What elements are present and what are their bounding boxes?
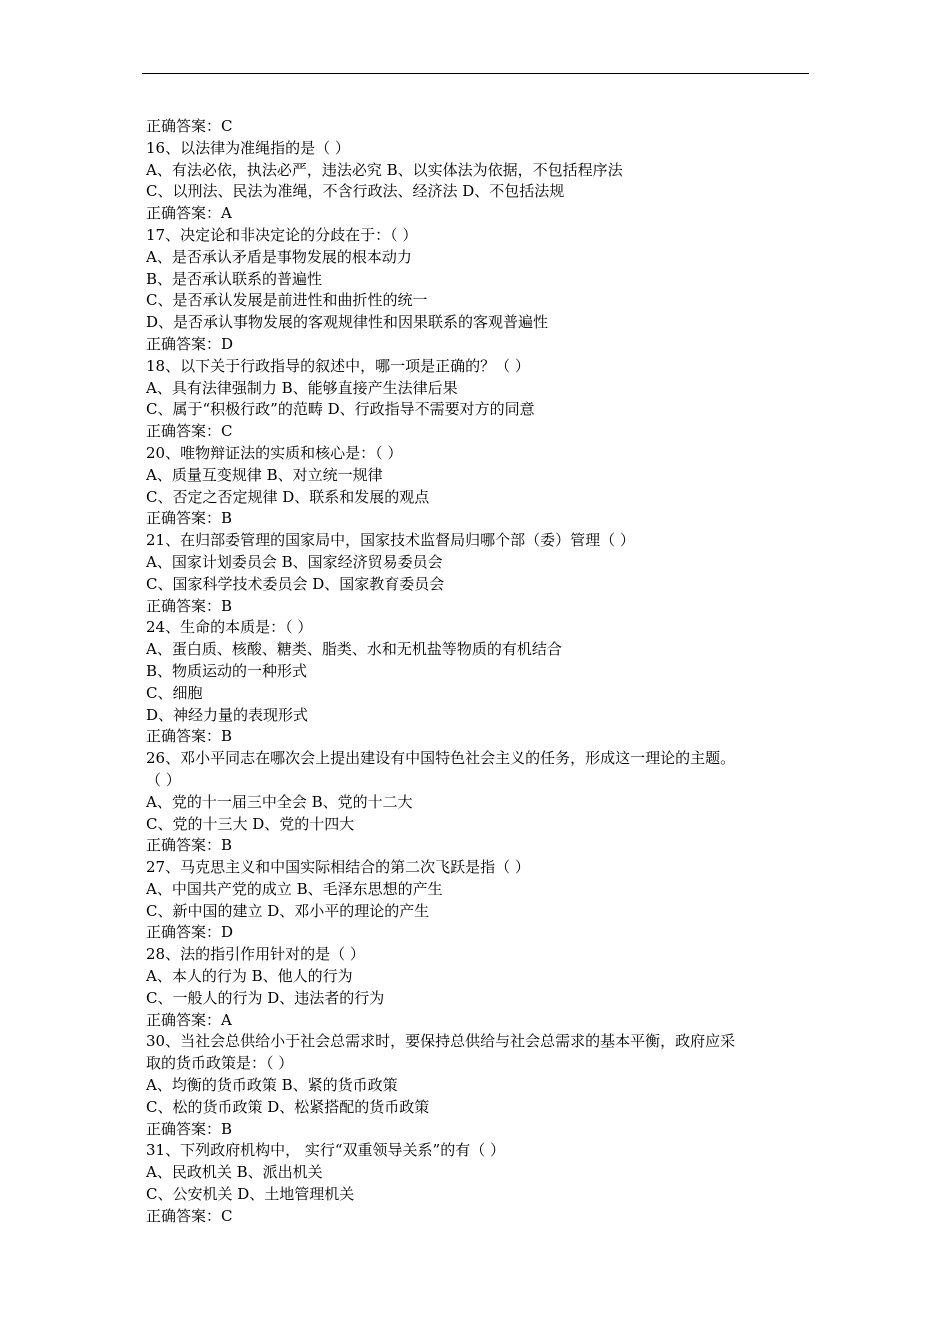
answer-line: 正确答案：D: [146, 334, 234, 353]
options-line: C、国家科学技术委员会 D、国家教育委员会: [146, 574, 445, 593]
options-line: A、均衡的货币政策 B、紧的货币政策: [146, 1076, 398, 1095]
question-26-continuation: （ ）: [146, 770, 181, 789]
options-line: A、具有法律强制力 B、能够直接产生法律后果: [146, 378, 458, 397]
options-line: A、民政机关 B、派出机关: [146, 1163, 323, 1182]
answer-line: 正确答案：B: [146, 727, 233, 746]
options-line: A、党的十一届三中全会 B、党的十二大: [146, 792, 413, 811]
question-16: 16、以法律为准绳指的是（ ）: [146, 138, 350, 157]
question-20: 20、唯物辩证法的实质和核心是：（ ）: [146, 443, 403, 462]
options-line: C、否定之否定规律 D、联系和发展的观点: [146, 487, 430, 506]
options-line: C、党的十三大 D、党的十四大: [146, 814, 355, 833]
options-line: A、有法必依，执法必严，违法必究 B、以实体法为依据，不包括程序法: [146, 160, 623, 179]
option-line: A、是否承认矛盾是事物发展的根本动力: [146, 247, 412, 266]
options-line: C、松的货币政策 D、松紧搭配的货币政策: [146, 1097, 430, 1116]
option-line: B、是否承认联系的普遍性: [146, 269, 323, 288]
options-line: A、国家计划委员会 B、国家经济贸易委员会: [146, 552, 443, 571]
options-line: C、以刑法、民法为准绳，不含行政法、经济法 D、不包括法规: [146, 182, 565, 201]
answer-line: 正确答案：B: [146, 509, 233, 528]
header-rule: [142, 73, 809, 74]
answer-line: 正确答案：B: [146, 596, 233, 615]
question-27: 27、马克思主义和中国实际相结合的第二次飞跃是指（ ）: [146, 858, 530, 877]
question-18: 18、以下关于行政指导的叙述中，哪一项是正确的？（ ）: [146, 356, 530, 375]
options-line: A、中国共产党的成立 B、毛泽东思想的产生: [146, 879, 443, 898]
answer-line: 正确答案：A: [146, 1010, 232, 1029]
question-17: 17、决定论和非决定论的分歧在于：（ ）: [146, 225, 418, 244]
options-line: A、质量互变规律 B、对立统一规律: [146, 465, 383, 484]
option-line: D、神经力量的表现形式: [146, 705, 309, 724]
option-line: C、是否承认发展是前进性和曲折性的统一: [146, 291, 428, 310]
answer-line: 正确答案：B: [146, 836, 233, 855]
options-line: C、新中国的建立 D、邓小平的理论的产生: [146, 901, 430, 920]
question-26: 26、邓小平同志在哪次会上提出建设有中国特色社会主义的任务，形成这一理论的主题。: [146, 749, 736, 768]
question-21: 21、在归部委管理的国家局中，国家技术监督局归哪个部（委）管理（ ）: [146, 531, 635, 550]
answer-line: 正确答案：B: [146, 1119, 233, 1138]
document-body: [146, 116, 806, 1228]
question-31: 31、下列政府机构中， 实行“双重领导关系”的有（ ）: [146, 1141, 505, 1160]
options-line: C、一般人的行为 D、违法者的行为: [146, 988, 385, 1007]
option-line: C、细胞: [146, 683, 203, 702]
question-28: 28、法的指引作用针对的是（ ）: [146, 945, 365, 964]
options-line: C、属于“积极行政”的范畴 D、行政指导不需要对方的同意: [146, 400, 535, 419]
option-line: A、蛋白质、核酸、糖类、脂类、水和无机盐等物质的有机结合: [146, 640, 562, 659]
answer-line: 正确答案：A: [146, 204, 232, 223]
options-line: C、公安机关 D、土地管理机关: [146, 1185, 355, 1204]
answer-line: 正确答案：C: [146, 422, 233, 441]
answer-line: 正确答案：C: [146, 1206, 233, 1225]
option-line: B、物质运动的一种形式: [146, 661, 308, 680]
answer-line: 正确答案：C: [146, 117, 233, 135]
option-line: D、是否承认事物发展的客观规律性和因果联系的客观普遍性: [146, 313, 549, 332]
options-line: A、本人的行为 B、他人的行为: [146, 967, 353, 986]
question-30: 30、当社会总供给小于社会总需求时，要保持总供给与社会总需求的基本平衡，政府应采: [146, 1032, 736, 1051]
question-30-continuation: 取的货币政策是：（ ）: [146, 1054, 294, 1073]
answer-line: 正确答案：D: [146, 923, 234, 942]
question-24: 24、生命的本质是：（ ）: [146, 618, 313, 637]
